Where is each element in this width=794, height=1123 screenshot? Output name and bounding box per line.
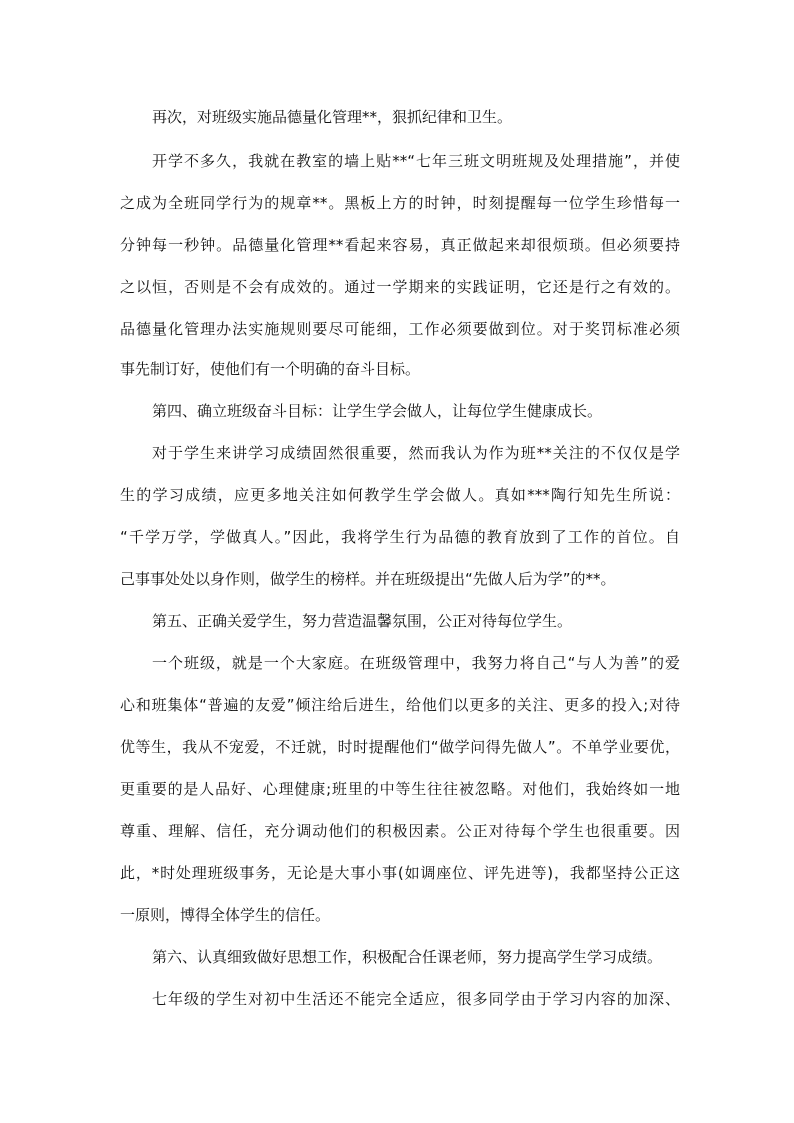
paragraph-line-1: 再次，对班级实施品德量化管理**，狠抓纪律和卫生。	[152, 108, 513, 126]
paragraph-line-12: 己事事处处以身作则，做学生的榜样。并在班级提出“先做人后为学”的**。	[120, 570, 616, 588]
paragraph-line-18: 尊重、理解、信任，充分调动他们的积极因素。公正对待每个学生也很重要。因	[120, 822, 680, 840]
paragraph-line-6: 品德量化管理办法实施规则要尽可能细，工作必须要做到位。对于奖罚标准必须	[120, 320, 680, 338]
paragraph-line-19: 此，*时处理班级事务，无论是大事小事(如调座位、评先进等)，我都坚持公正这	[120, 864, 680, 882]
paragraph-line-10: 生的学习成绩，应更多地关注如何教学生学会做人。真如***陶行知先生所说：	[120, 486, 680, 504]
paragraph-line-2: 开学不多久，我就在教室的墙上贴**“七年三班文明班规及处理措施”，并使	[152, 152, 680, 170]
paragraph-line-7: 事先制订好，使他们有一个明确的奋斗目标。	[120, 360, 421, 378]
paragraph-line-4: 分钟每一秒钟。品德量化管理**看起来容易，真正做起来却很烦琐。但必须要持	[120, 236, 680, 254]
section-heading-6: 第六、认真细致做好思想工作，积极配合任课老师，努力提高学生学习成绩。	[152, 948, 663, 966]
section-heading-5: 第五、正确关爱学生，努力营造温馨氛围，公正对待每位学生。	[152, 612, 573, 630]
paragraph-line-9: 对于学生来讲学习成绩固然很重要，然而我认为作为班**关注的不仅仅是学	[152, 444, 680, 462]
paragraph-line-17: 更重要的是人品好、心理健康;班里的中等生往往被忽略。对他们，我始终如一地	[120, 780, 680, 798]
paragraph-line-15: 心和班集体“普遍的友爱”倾注给后进生，给他们以更多的关注、更多的投入;对待	[120, 696, 680, 714]
paragraph-line-11: “千学万学，学做真人。”因此，我将学生行为品德的教育放到了工作的首位。自	[120, 528, 680, 546]
paragraph-line-20: 一原则，博得全体学生的信任。	[120, 906, 331, 924]
paragraph-line-22: 七年级的学生对初中生活还不能完全适应，很多同学由于学习内容的加深、	[152, 990, 680, 1008]
paragraph-line-16: 优等生，我从不宠爱，不迁就，时时提醒他们“做学问得先做人”。不单学业要优，	[120, 738, 680, 756]
section-heading-4: 第四、确立班级奋斗目标：让学生学会做人，让每位学生健康成长。	[152, 402, 603, 420]
paragraph-line-14: 一个班级，就是一个大家庭。在班级管理中，我努力将自己“与人为善”的爱	[152, 654, 680, 672]
paragraph-line-5: 之以恒，否则是不会有成效的。通过一学期来的实践证明，它还是行之有效的。	[120, 278, 680, 296]
paragraph-line-3: 之成为全班同学行为的规章**。黑板上方的时钟，时刻提醒每一位学生珍惜每一	[120, 194, 680, 212]
